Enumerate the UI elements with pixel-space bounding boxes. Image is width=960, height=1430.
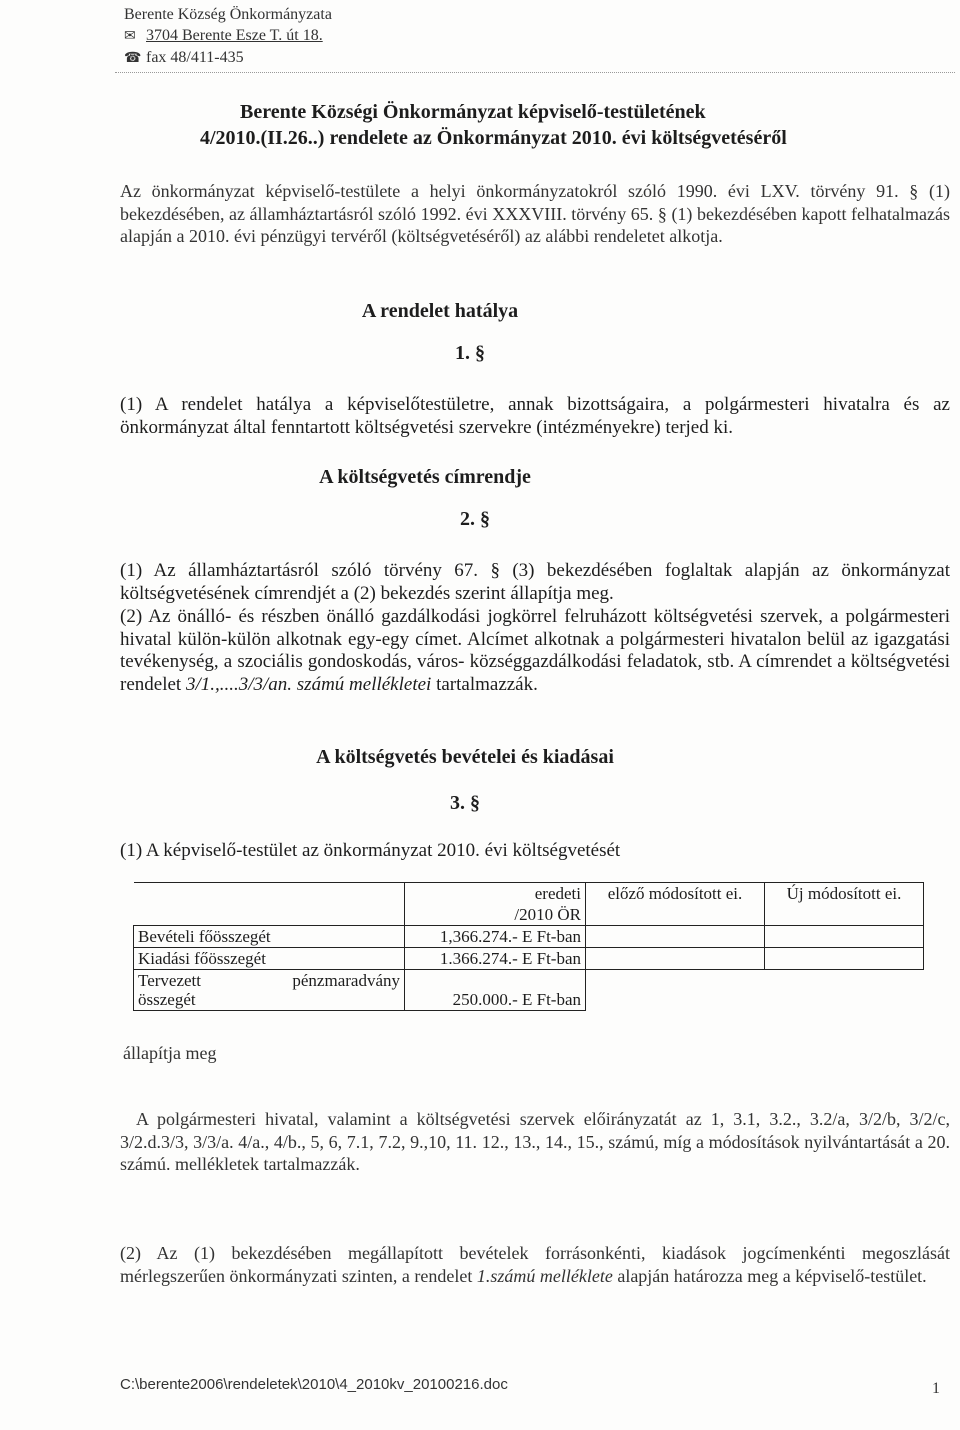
table-header-prev-modified: előző módosított ei. — [586, 883, 765, 905]
table-row — [134, 948, 924, 970]
header-divider — [115, 72, 955, 73]
letterhead-fax-line — [124, 47, 332, 69]
table-row-value: 1,366.274.- E Ft-ban — [405, 926, 586, 948]
table-cell-empty — [586, 926, 765, 948]
section2-annex-ref: 3/1.,....3/3/an. — [185, 673, 293, 695]
table-row-value: 250.000.- E Ft-ban — [405, 970, 586, 1011]
section1-text: (1) A rendelet hatálya a képviselőtestületre, annak bizottságaira, a polgármesteri hivatalra és az önkormányzat által fenntartott költségvetési szervekre (intézményekre) terjed ki. — [120, 394, 950, 438]
table-row — [134, 970, 924, 1011]
table-cell-empty — [765, 970, 924, 1011]
table-header-empty — [134, 883, 405, 905]
footer-file-path: C:\berente2006\rendeletek\2010\4_2010kv_20100216.doc — [120, 1376, 508, 1393]
table-cell-empty — [765, 904, 924, 926]
section3-paragraph-2 — [120, 1242, 950, 1287]
table-header-original-2: /2010 ÖR — [405, 904, 586, 926]
label-tervezett: Tervezett — [138, 971, 201, 990]
table-row-label-line — [138, 971, 400, 990]
table-header-new-modified: Új módosított ei. — [765, 883, 924, 905]
title-line-1: Berente Községi Önkormányzat képviselő-testületének — [240, 101, 706, 123]
letterhead-address-line — [124, 25, 332, 47]
table-row-label — [134, 970, 405, 1011]
section2-paragraph-2 — [120, 606, 950, 696]
header-eredeti: eredeti — [534, 884, 581, 903]
section2-heading: A költségvetés címrendje — [319, 466, 531, 488]
table-header-original — [405, 883, 586, 905]
section3-paragraph-1: (1) A képviselő-testület az önkormányzat 2010. évi költségvetését — [120, 840, 621, 861]
table-cell-empty — [586, 948, 765, 970]
letterhead — [124, 4, 332, 69]
table-cell-empty — [586, 904, 765, 926]
table-header-row-2 — [134, 904, 924, 926]
table-row-label: Kiadási főösszegét — [134, 948, 405, 970]
letterhead-fax: fax 48/411-435 — [146, 49, 244, 66]
letterhead-name: Berente Község Önkormányzata — [124, 6, 332, 23]
table-row-value: 1.366.274.- E Ft-ban — [405, 948, 586, 970]
table-cell-empty — [765, 926, 924, 948]
table-row — [134, 926, 924, 948]
budget-table — [133, 882, 924, 1011]
section3-annex-ref: 1.számú melléklete — [476, 1265, 613, 1286]
section1-number: 1. § — [455, 342, 485, 364]
section3-paragraph-2-end: alapján határozza meg a képviselő-testület. — [617, 1265, 927, 1286]
label-penzmaradvany: pénzmaradvány — [292, 971, 400, 990]
letterhead-address: 3704 Berente Esze T. út 18. — [146, 27, 323, 44]
table-row-label: Bevételi főösszegét — [134, 926, 405, 948]
table-cell-empty — [765, 948, 924, 970]
intro-paragraph: Az önkormányzat képviselő-testülete a helyi önkormányzatokról szóló 1990. évi LXV. törvény 91. § (1) bekezdésében, az államháztartásról szóló 1992. évi XXXVIII. törvény 65. § (1) bekezdésében kapott felhatalmazás alapján a 2010. évi pénzügyi tervéről (költségvetéséről) az alábbi rendeletet alkotja. — [120, 181, 950, 246]
section2-paragraph-1: (1) Az államháztartásról szóló törvény 67. § (3) bekezdésében foglaltak alapján az önkormányzat költségvetésének címrendjét a (2) bekezdés szerint állapítja meg. — [120, 560, 950, 604]
section3-hivatal-paragraph: A polgármesteri hivatal, valamint a költségvetési szervek előirányzatát az 1, 3.1, 3.2., 3.2/a, 3/2/b, 3/2/c, 3/2.d.3/3, 3/3/a. 4/a., 4/b., 5, 6, 7.1, 7.2, 9.,10, 11. 12., 13., 14., 15., számú, míg a módosítások nyilvántartását a 20. számú. mellékletek tartalmazzák. — [120, 1109, 950, 1174]
table-cell-empty — [586, 970, 765, 1011]
section2-paragraph-2-text: (2) Az önálló- és részben önálló gazdálkodási jogkörrel felruházott költségvetési szervek, a polgármesteri hivatal külön-külön alkotnak egy-egy címet. Alcímet alkotnak a polgármesteri hivatalon belül az igazgatási tevékenység, a szociális gondoskodás, város- községgazdálkodási feladatok, stb. A címrendet a költségvetési rendelet — [120, 606, 950, 695]
envelope-icon: ✉ — [124, 29, 136, 44]
title-line-2: 4/2010.(II.26..) rendelete az Önkormányzat 2010. évi költségvetéséről — [200, 127, 787, 149]
section3-heading: A költségvetés bevételei és kiadásai — [316, 746, 614, 768]
label-osszeget: összegét — [138, 990, 196, 1009]
section3-number: 3. § — [450, 792, 480, 814]
table-header-row — [134, 883, 924, 905]
telephone-icon: ☎ — [124, 51, 142, 66]
section2-annex-label: számú mellékletei — [296, 673, 432, 695]
section2-number: 2. § — [460, 508, 490, 530]
page-number: 1 — [932, 1380, 940, 1397]
table-header-empty-2 — [134, 904, 405, 926]
section1-heading: A rendelet hatálya — [361, 300, 519, 322]
section3-paragraph-2-text: (2) Az (1) bekezdésében megállapított bevételek forrásonkénti, kiadások jogcímenkénti megoszlását mérlegszerűen önkormányzati szinten, a rendelet — [120, 1243, 950, 1286]
after-table-text: állapítja meg — [123, 1043, 217, 1063]
section2-paragraph-2-end: tartalmazzák. — [436, 673, 538, 695]
